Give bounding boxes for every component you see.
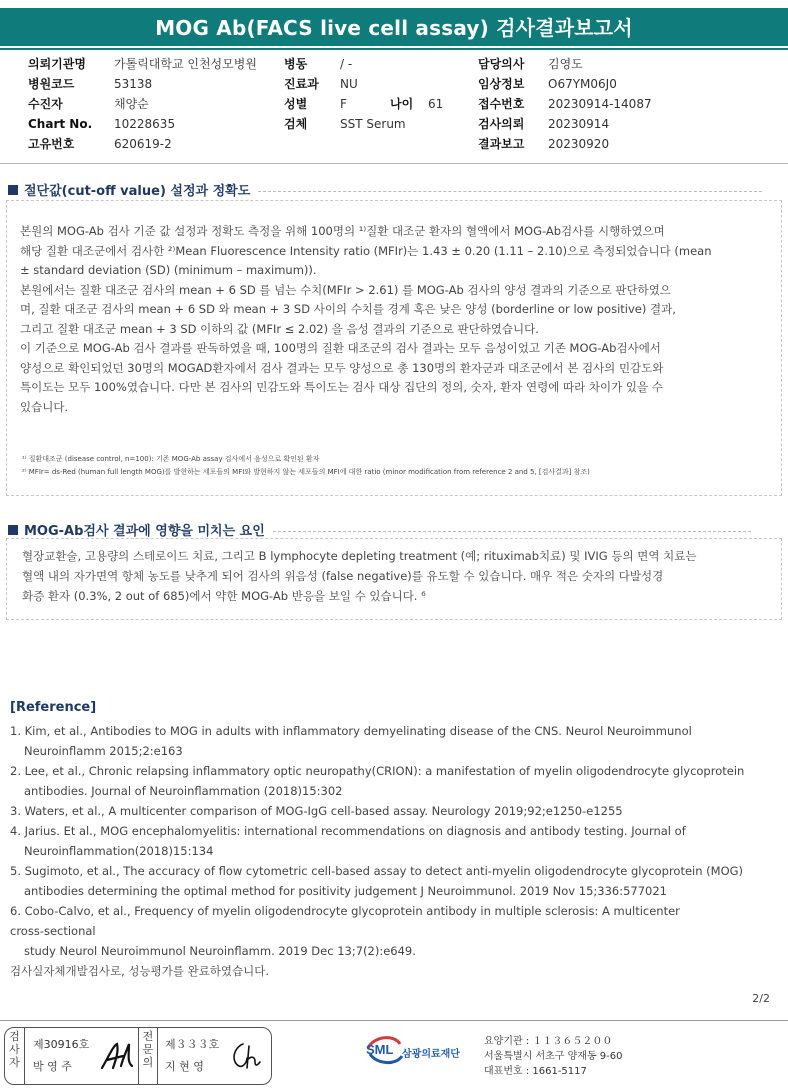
info-value: / - [340,57,353,71]
info-value: 53138 [114,77,153,91]
info-row [28,114,278,134]
reference-heading: [Reference] [10,700,97,715]
reference-list [10,721,780,981]
tester-signature-icon [99,1038,135,1074]
reviewer-signature-icon [227,1040,263,1072]
info-row [478,114,778,134]
sml-logo-text: SML [366,1042,394,1057]
footnote-1: ¹⁾ 질환대조군 (disease control, n=100): 기존 MOG-Ab assay 검사에서 음성으로 확인된 환자 [22,455,320,463]
info-label: 접수번호 [478,97,525,111]
text-line: 양성으로 확인되었던 30명의 MOGAD환자에서 검사 결과는 모두 양성으로 총 130명의 환자군과 대조군에서 본 검사의 민감도와 [20,360,664,375]
info-row [28,54,278,74]
reference-line: antibodies. Journal of Neuroinflammation (2018)15:302 [24,784,343,798]
reference-line: 4. Jarius. Et al., MOG encephalomyelitis: international recommendations on diagnosis and antibody testing. Journal of [10,824,686,838]
tester-label: 검사자 [5,1028,25,1084]
info-value: 20230914 [548,117,610,131]
info-value: O67YM06J0 [548,77,617,91]
info-value: 채양순 [114,97,149,111]
info-label: 검체 [284,117,308,131]
info-row [284,54,474,74]
info-row [28,74,278,94]
reference-line: Neuroinflamm 2015;2:e163 [24,744,183,758]
info-label: Chart No. [28,117,93,131]
factors-body-text [22,546,782,606]
text-line: 그리고 질환 대조군 mean + 3 SD 이하의 값 (MFIr ≤ 2.02) 을 음성 결과의 기준으로 판단하였습니다. [20,321,539,336]
title-underline [0,48,788,50]
info-label: 의뢰기관명 [28,57,86,71]
info-row [284,74,474,94]
info-label: 수진자 [28,97,63,111]
info-value: 10228635 [114,117,176,131]
text-line: 특이도는 모두 100%였습니다. 다만 본 검사의 민감도와 특이도는 검사 대상 집단의 정의, 숫자, 환자 연령에 따라 차이가 있을 수 [20,380,663,394]
org-name: 삼광의료재단 [402,1049,460,1060]
reference-line: 5. Sugimoto, et al., The accuracy of flow cytometric cell-based assay to detect anti-myelin oligodendrocyte glycoprotein (MOG) [10,864,744,878]
patient-info-col3 [478,54,778,154]
info-row [284,94,474,114]
info-row [478,94,778,114]
reference-line: 3. Waters, et al., A multicenter comparison of MOG-IgG cell-based assay. Neurology 2019;92;e1250-e1255 [10,804,623,818]
info-label: 진료과 [284,77,319,91]
cutoff-body-text [20,222,780,417]
tester-license: 제30916호 [33,1038,90,1051]
info-value: 김영도 [548,57,583,71]
text-line: 있습니다. [20,399,69,414]
section-divider [273,531,751,532]
section-divider [258,191,762,192]
info-row [284,114,474,134]
info-value: F [340,97,347,111]
info-value: 20230920 [548,137,610,151]
info-label: 고유번호 [28,137,75,151]
text-line: 혈액 내의 자가면역 항체 농도를 낮추게 되어 검사의 위음성 (false negative)를 유도할 수 있습니다. 매우 적은 숫자의 다발성경 [22,569,664,583]
section-bullet-icon [8,185,18,195]
info-label: 나이 [390,97,414,111]
info-value: 620619-2 [114,137,172,151]
signature-box [4,1027,272,1085]
info-label: 결과보고 [478,137,525,151]
info-row [28,134,278,154]
page-number: 2/2 [752,992,770,1005]
info-value: 가톨릭대학교 인천성모병원 [114,57,257,71]
info-value: 20230914-14087 [548,97,652,111]
text-line: 본원의 MOG-Ab 검사 기준 값 설정과 정확도 측정을 위해 100명의 ¹⁾질환 대조군 환자의 혈액에서 MOG-Ab검사를 시행하였으며 [20,224,665,238]
info-row [478,74,778,94]
organization-info [484,1034,623,1079]
info-label: 병원코드 [28,77,75,91]
reviewer-license: 제３３３호 [165,1038,220,1051]
section-title-text: 절단값(cut-off value) 설정과 정확도 [24,184,251,199]
patient-info-col2 [284,54,474,134]
text-line: ± standard deviation (SD) (minimum – maximum)). [20,263,317,277]
reference-line: 2. Lee, et al., Chronic relapsing inflammatory optic neuropathy(CRION): a manifestation of myelin oligodendrocyte glycoprotein [10,764,745,778]
info-value: SST Serum [340,117,406,131]
reference-line: antibodies determining the optimal method for positivity judgement J Neuroimmunol. 2019 Nov 15;336:577021 [24,884,667,898]
reviewer-name: 지 현 영 [165,1060,204,1073]
org-info-line: 대표번호 : 1661-5117 [484,1066,587,1077]
info-row [478,54,778,74]
footer-separator [0,1020,788,1021]
org-info-line: 요양기관 : １１３６５２００ [484,1036,613,1047]
info-value: 61 [428,97,444,111]
section-title-cutoff [8,180,762,199]
org-info-line: 서울특별시 서초구 양재동 9-60 [484,1051,623,1062]
text-line: 본원에서는 질환 대조군 검사의 mean + 6 SD 를 넘는 수치(MFIr > 2.61) 를 MOG-Ab 검사의 양성 결과의 기준으로 판단하였으 [20,282,671,297]
header-separator [0,163,788,164]
reference-line: study Neurol Neuroimmunol Neuroinflamm. 2019 Dec 13;7(2):e649. [24,944,416,958]
reference-line: Neuroinflammation(2018)15:134 [24,844,214,858]
text-line: 며, 질환 대조군 검사의 mean + 6 SD 와 mean + 3 SD 사이의 수치를 경계 혹은 낮은 양성 (borderline or low positive) 결과, [20,302,676,316]
reference-line: cross-sectional [10,924,96,938]
patient-info-col1 [28,54,278,154]
text-line: 해당 질환 대조군에서 검사한 ²⁾Mean Fluorescence Intensity ratio (MFIr)는 1.43 ± 0.20 (1.11 – 2.10)으로 측정되었습니다 (mean [20,243,712,258]
info-label: 임상정보 [478,77,525,91]
info-value: NU [340,77,358,91]
validation-note: 검사실자체개발검사로, 성능평가를 완료하였습니다. [10,964,270,978]
section-bullet-icon [8,525,18,535]
info-label: 성별 [284,97,308,111]
info-label: 담당의사 [478,57,525,71]
reviewer-label: 전문의 [138,1028,158,1084]
reference-line: 6. Cobo-Calvo, et al., Frequency of myelin oligodendrocyte glycoprotein antibody in multiple sclerosis: A multicenter [10,904,680,918]
footnote-2: ²⁾ MFIr= ds-Red (human full length MOG)를 발현하는 세포들의 MFI와 발현하지 않는 세포들의 MFI에 대한 ratio (minor modification from reference 2 and 5, [검사결과] 참조) [22,468,590,476]
text-line: 혈장교환술, 고용량의 스테로이드 치료, 그리고 B lymphocyte depleting treatment (예; rituximab치료) 및 IVIG 등의 면역 치료는 [22,549,697,563]
report-title: MOG Ab(FACS live cell assay) 검사결과보고서 [0,8,788,46]
tester-name: 박 영 주 [33,1060,72,1073]
info-label: 검사의뢰 [478,117,525,131]
info-label: 병동 [284,57,308,71]
info-row [478,134,778,154]
text-line: 화증 환자 (0.3%, 2 out of 685)에서 약한 MOG-Ab 반응을 보일 수 있습니다. ⁶ [22,589,426,603]
info-row [28,94,278,114]
text-line: 이 기준으로 MOG-Ab 검사 결과를 판독하였을 때, 100명의 질환 대조군의 검사 결과는 모두 음성이었고 기존 MOG-Ab검사에서 [20,341,661,355]
section-title-factors [8,520,751,539]
section-title-text: MOG-Ab검사 결과에 영향을 미치는 요인 [24,524,265,539]
reference-line: 1. Kim, et al., Antibodies to MOG in adults with inflammatory demyelinating disease of the CNS. Neurol Neuroimmunol [10,724,692,738]
